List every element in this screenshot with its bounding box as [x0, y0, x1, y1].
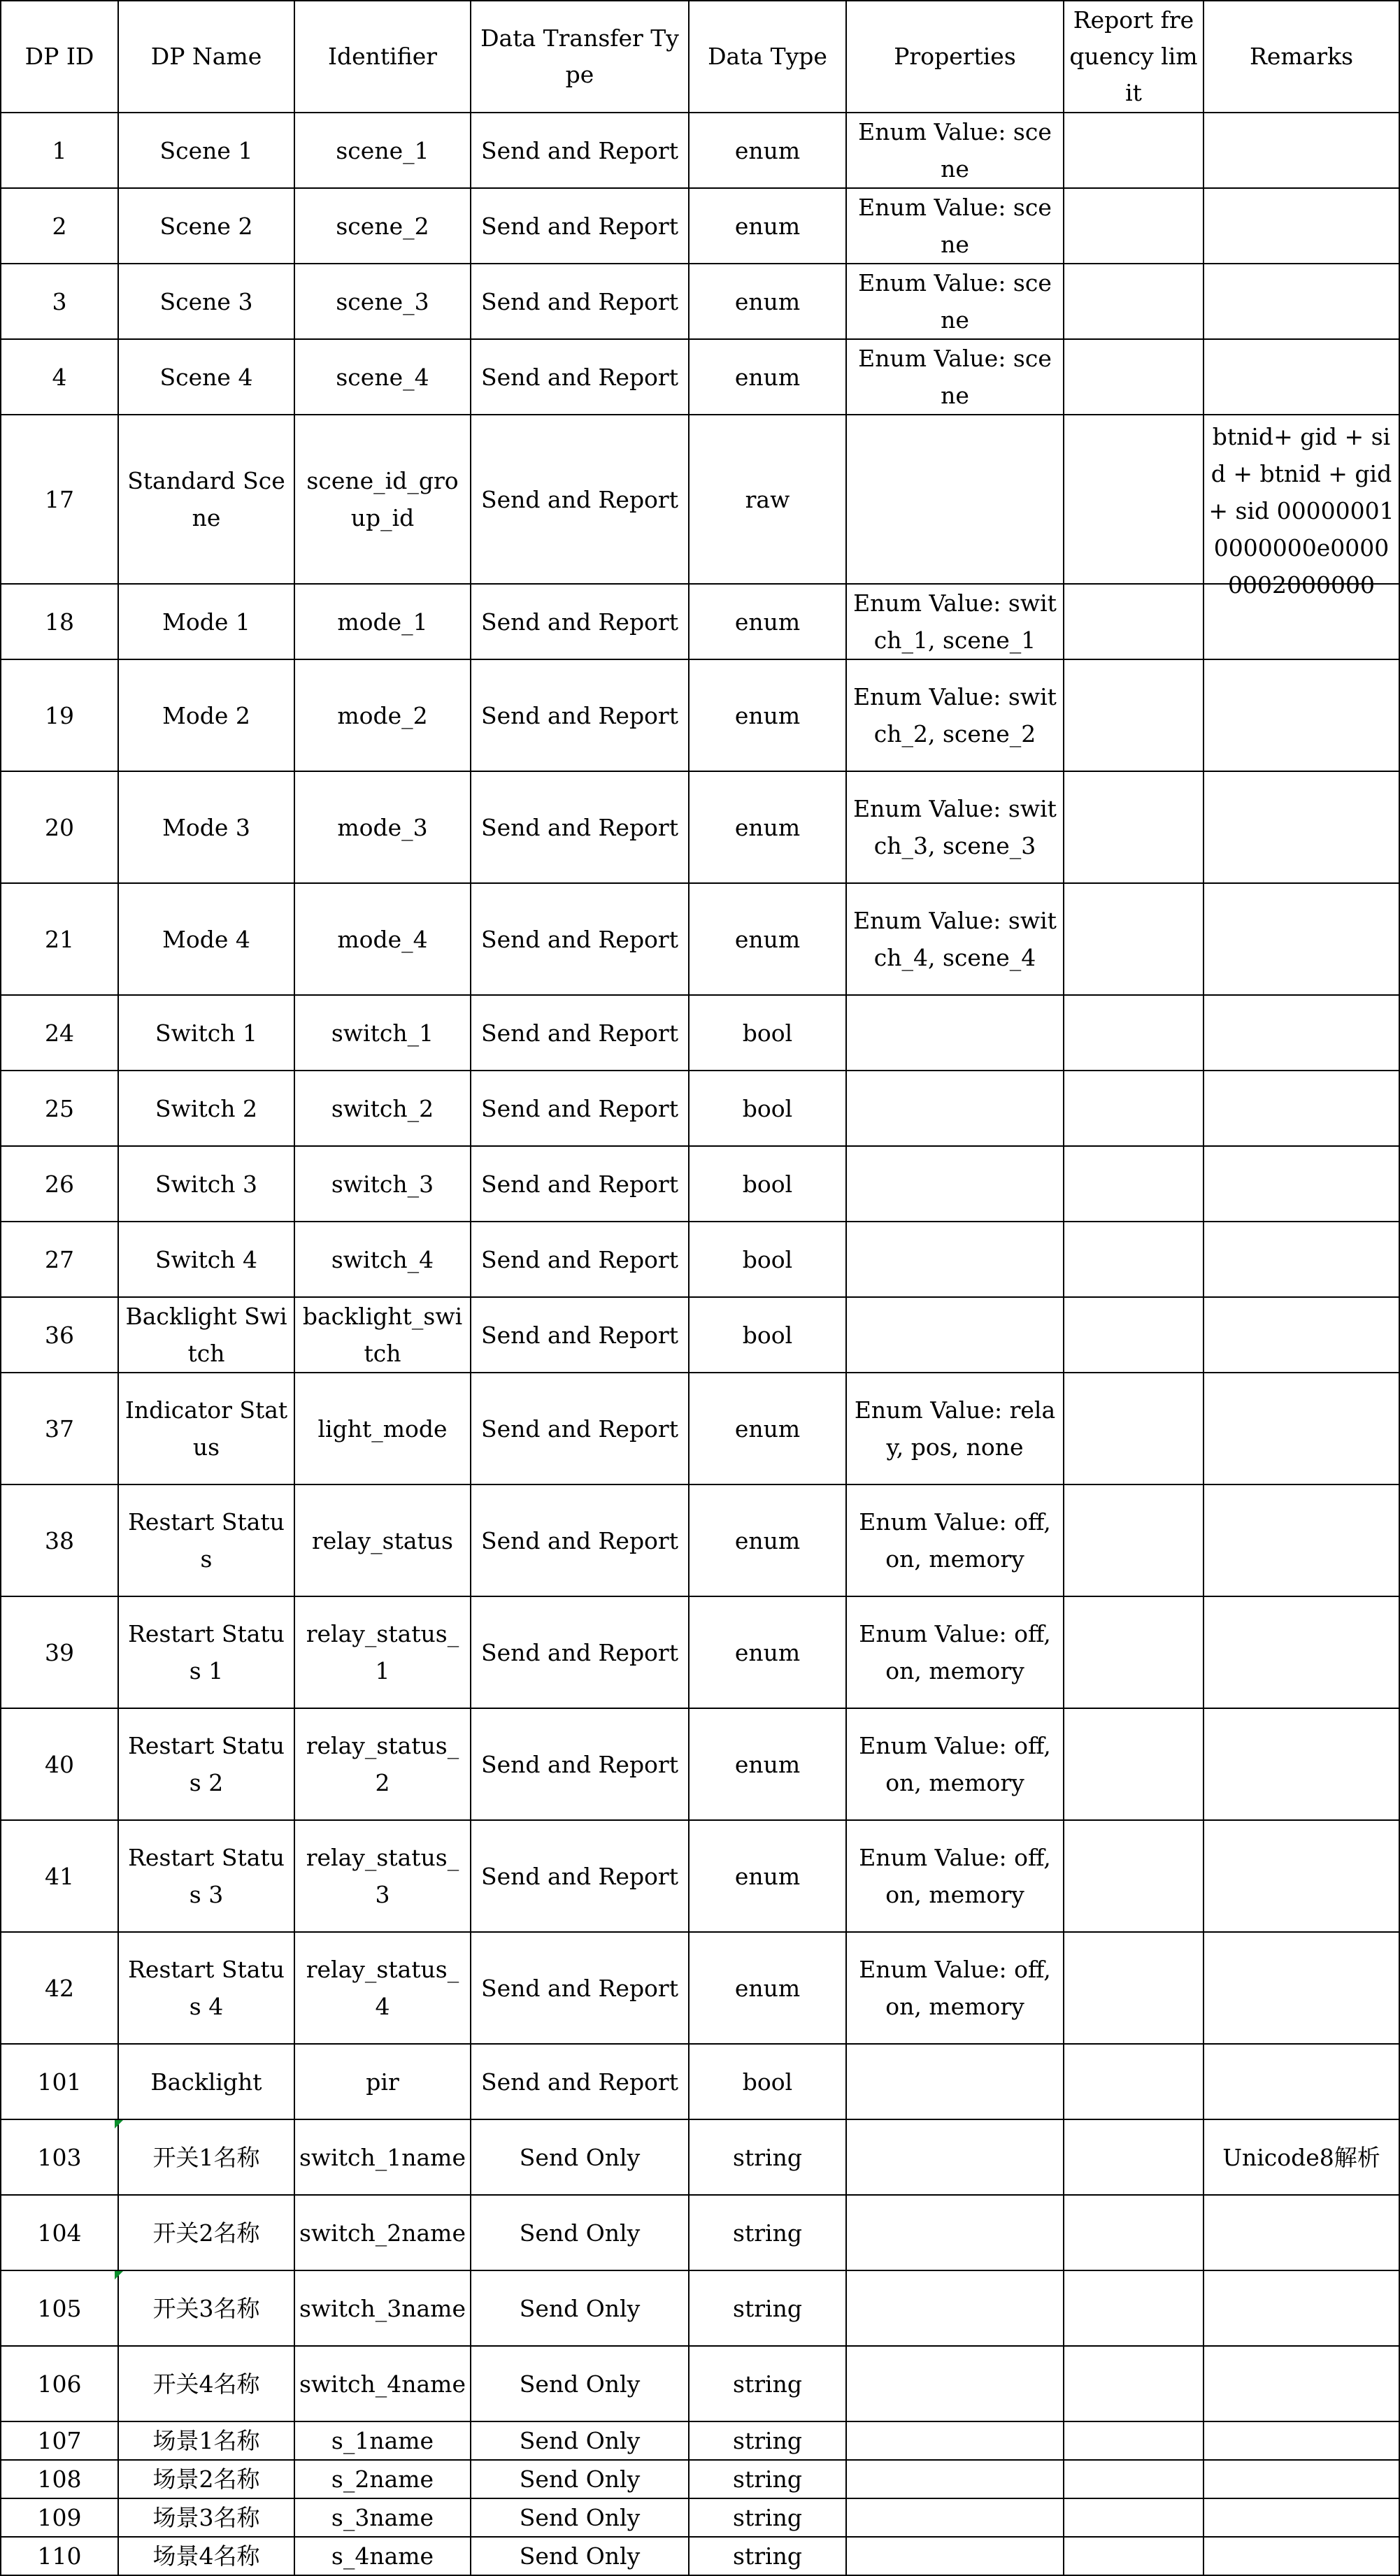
dp-id-cell: 101: [1, 2044, 118, 2119]
data-type-cell: enum: [689, 113, 846, 188]
transfer-type-cell: Send and Report: [471, 995, 689, 1071]
table-row: [1, 1708, 1399, 1820]
data-type-cell: string: [689, 2421, 846, 2460]
table-row: [1, 659, 1399, 771]
dp-id-cell: 106: [1, 2346, 118, 2421]
dp-name-cell: 开关4名称: [118, 2346, 294, 2421]
header-dp-name: DP Name: [118, 1, 294, 113]
identifier-cell: scene_3: [294, 264, 471, 339]
transfer-type-cell: Send and Report: [471, 1146, 689, 1222]
dp-id-cell: 3: [1, 264, 118, 339]
transfer-type-cell: Send and Report: [471, 1071, 689, 1146]
transfer-type-cell: Send Only: [471, 2119, 689, 2195]
properties-cell: [846, 1146, 1064, 1222]
report-frequency-cell: [1064, 2498, 1203, 2537]
data-type-cell: string: [689, 2346, 846, 2421]
report-frequency-cell: [1064, 1071, 1203, 1146]
data-type-cell: enum: [689, 339, 846, 415]
identifier-cell: mode_2: [294, 659, 471, 771]
remarks-cell: [1203, 659, 1399, 771]
data-type-cell: enum: [689, 1596, 846, 1708]
properties-cell: [846, 2119, 1064, 2195]
dp-id-cell: 19: [1, 659, 118, 771]
table-body: [1, 113, 1399, 2575]
table-row: [1, 1222, 1399, 1297]
header-data-type: Data Type: [689, 1, 846, 113]
transfer-type-cell: Send and Report: [471, 659, 689, 771]
remarks-text: btnid+ gid + sid + btnid + gid + sid 000000010000000e00000002000000: [1208, 423, 1394, 599]
transfer-type-cell: Send and Report: [471, 264, 689, 339]
dp-id-cell: 18: [1, 584, 118, 659]
transfer-type-cell: Send and Report: [471, 2044, 689, 2119]
dp-id-cell: 104: [1, 2195, 118, 2270]
remarks-cell: [1203, 883, 1399, 995]
dp-name-cell: 场景1名称: [118, 2421, 294, 2460]
report-frequency-cell: [1064, 1820, 1203, 1932]
table-row: [1, 995, 1399, 1071]
report-frequency-cell: [1064, 2421, 1203, 2460]
report-frequency-cell: [1064, 1297, 1203, 1373]
report-frequency-cell: [1064, 264, 1203, 339]
properties-cell: Enum Value: off, on, memory: [846, 1596, 1064, 1708]
report-frequency-cell: [1064, 1222, 1203, 1297]
dp-name-cell: 开关3名称: [118, 2270, 294, 2346]
data-type-cell: bool: [689, 1071, 846, 1146]
report-frequency-cell: [1064, 415, 1203, 584]
remarks-cell: [1203, 771, 1399, 883]
report-frequency-cell: [1064, 2044, 1203, 2119]
transfer-type-cell: Send and Report: [471, 584, 689, 659]
report-frequency-cell: [1064, 2195, 1203, 2270]
table-row: [1, 2498, 1399, 2537]
data-type-cell: string: [689, 2460, 846, 2498]
table-row: [1, 2119, 1399, 2195]
table-row: [1, 1071, 1399, 1146]
dp-id-cell: 26: [1, 1146, 118, 1222]
identifier-cell: backlight_switch: [294, 1297, 471, 1373]
transfer-type-cell: Send and Report: [471, 1596, 689, 1708]
report-frequency-cell: [1064, 188, 1203, 264]
table-row: [1, 415, 1399, 584]
dp-name-cell: Backlight: [118, 2044, 294, 2119]
report-frequency-cell: [1064, 995, 1203, 1071]
remarks-cell: [1203, 1596, 1399, 1708]
data-type-cell: enum: [689, 188, 846, 264]
dp-name-cell: Mode 4: [118, 883, 294, 995]
data-type-cell: enum: [689, 883, 846, 995]
data-type-cell: enum: [689, 584, 846, 659]
transfer-type-cell: Send and Report: [471, 1222, 689, 1297]
dp-id-cell: 110: [1, 2537, 118, 2575]
properties-cell: [846, 2044, 1064, 2119]
report-frequency-cell: [1064, 1146, 1203, 1222]
properties-cell: Enum Value: scene: [846, 188, 1064, 264]
dp-name-cell: Restart Status 2: [118, 1708, 294, 1820]
dp-id-cell: 27: [1, 1222, 118, 1297]
properties-cell: Enum Value: off, on, memory: [846, 1484, 1064, 1596]
header-report-frequency-limit: Report frequency limit: [1064, 1, 1203, 113]
data-type-cell: raw: [689, 415, 846, 584]
table-row: [1, 188, 1399, 264]
identifier-cell: s_2name: [294, 2460, 471, 2498]
identifier-cell: light_mode: [294, 1373, 471, 1484]
identifier-cell: switch_2: [294, 1071, 471, 1146]
data-type-cell: string: [689, 2498, 846, 2537]
table-row: [1, 1484, 1399, 1596]
report-frequency-cell: [1064, 339, 1203, 415]
table-row: [1, 2195, 1399, 2270]
remarks-cell: [1203, 2421, 1399, 2460]
properties-cell: [846, 2537, 1064, 2575]
transfer-type-cell: Send and Report: [471, 188, 689, 264]
remarks-cell: [1203, 1222, 1399, 1297]
transfer-type-cell: Send and Report: [471, 1932, 689, 2044]
remarks-cell: [1203, 1708, 1399, 1820]
identifier-cell: s_1name: [294, 2421, 471, 2460]
transfer-type-cell: Send and Report: [471, 113, 689, 188]
dp-name-cell: Mode 2: [118, 659, 294, 771]
data-type-cell: enum: [689, 1820, 846, 1932]
data-type-cell: string: [689, 2537, 846, 2575]
identifier-cell: switch_4: [294, 1222, 471, 1297]
dp-name-cell: Scene 4: [118, 339, 294, 415]
report-frequency-cell: [1064, 2270, 1203, 2346]
identifier-cell: relay_status_3: [294, 1820, 471, 1932]
properties-cell: Enum Value: switch_4, scene_4: [846, 883, 1064, 995]
identifier-cell: relay_status: [294, 1484, 471, 1596]
dp-id-cell: 38: [1, 1484, 118, 1596]
transfer-type-cell: Send Only: [471, 2537, 689, 2575]
remarks-cell: [1203, 2460, 1399, 2498]
data-type-cell: enum: [689, 1932, 846, 2044]
table-row: [1, 2270, 1399, 2346]
table-row: [1, 1932, 1399, 2044]
dp-id-cell: 2: [1, 188, 118, 264]
dp-id-cell: 4: [1, 339, 118, 415]
remarks-cell: [1203, 1820, 1399, 1932]
identifier-cell: relay_status_2: [294, 1708, 471, 1820]
identifier-cell: switch_3name: [294, 2270, 471, 2346]
dp-name-cell: Switch 3: [118, 1146, 294, 1222]
transfer-type-cell: Send and Report: [471, 1484, 689, 1596]
remarks-cell: [1203, 2498, 1399, 2537]
header-row: [1, 1, 1399, 113]
report-frequency-cell: [1064, 2460, 1203, 2498]
report-frequency-cell: [1064, 2537, 1203, 2575]
dp-id-cell: 105: [1, 2270, 118, 2346]
header-identifier: Identifier: [294, 1, 471, 113]
dp-id-cell: 42: [1, 1932, 118, 2044]
data-type-cell: bool: [689, 1146, 846, 1222]
dp-name-cell: 场景3名称: [118, 2498, 294, 2537]
data-type-cell: bool: [689, 2044, 846, 2119]
header-data-transfer-type: Data Transfer Type: [471, 1, 689, 113]
properties-cell: [846, 2270, 1064, 2346]
properties-cell: Enum Value: switch_2, scene_2: [846, 659, 1064, 771]
identifier-cell: s_4name: [294, 2537, 471, 2575]
report-frequency-cell: [1064, 2346, 1203, 2421]
table-row: [1, 1820, 1399, 1932]
data-type-cell: bool: [689, 1297, 846, 1373]
properties-cell: Enum Value: off, on, memory: [846, 1708, 1064, 1820]
remarks-cell: [1203, 339, 1399, 415]
dp-name-cell: 场景4名称: [118, 2537, 294, 2575]
identifier-cell: relay_status_1: [294, 1596, 471, 1708]
remarks-cell: [1203, 113, 1399, 188]
transfer-type-cell: Send and Report: [471, 771, 689, 883]
properties-cell: [846, 995, 1064, 1071]
identifier-cell: pir: [294, 2044, 471, 2119]
dp-id-cell: 20: [1, 771, 118, 883]
identifier-cell: mode_4: [294, 883, 471, 995]
transfer-type-cell: Send and Report: [471, 1297, 689, 1373]
data-type-cell: enum: [689, 659, 846, 771]
dp-id-cell: 107: [1, 2421, 118, 2460]
table-row: [1, 883, 1399, 995]
properties-cell: [846, 2195, 1064, 2270]
report-frequency-cell: [1064, 1373, 1203, 1484]
dp-name-cell: Switch 2: [118, 1071, 294, 1146]
properties-cell: [846, 415, 1064, 584]
table-row: [1, 1596, 1399, 1708]
transfer-type-cell: Send Only: [471, 2421, 689, 2460]
data-type-cell: enum: [689, 771, 846, 883]
header-remarks: Remarks: [1203, 1, 1399, 113]
identifier-cell: switch_3: [294, 1146, 471, 1222]
dp-name-cell: Restart Status: [118, 1484, 294, 1596]
transfer-type-cell: Send Only: [471, 2346, 689, 2421]
identifier-cell: switch_2name: [294, 2195, 471, 2270]
table-row: [1, 1297, 1399, 1373]
properties-cell: [846, 1071, 1064, 1146]
properties-cell: Enum Value: scene: [846, 113, 1064, 188]
remarks-cell: [1203, 1297, 1399, 1373]
table-row: [1, 2537, 1399, 2575]
dp-id-cell: 36: [1, 1297, 118, 1373]
table-row: [1, 339, 1399, 415]
identifier-cell: relay_status_4: [294, 1932, 471, 2044]
properties-cell: [846, 1297, 1064, 1373]
dp-id-cell: 109: [1, 2498, 118, 2537]
data-type-cell: enum: [689, 264, 846, 339]
properties-cell: [846, 2421, 1064, 2460]
properties-cell: [846, 2460, 1064, 2498]
transfer-type-cell: Send and Report: [471, 883, 689, 995]
identifier-cell: mode_3: [294, 771, 471, 883]
table-row: [1, 2421, 1399, 2460]
properties-cell: Enum Value: off, on, memory: [846, 1932, 1064, 2044]
dp-id-cell: 21: [1, 883, 118, 995]
properties-cell: [846, 2346, 1064, 2421]
transfer-type-cell: Send and Report: [471, 1820, 689, 1932]
remarks-cell: [1203, 415, 1399, 599]
identifier-cell: scene_4: [294, 339, 471, 415]
properties-cell: Enum Value: scene: [846, 339, 1064, 415]
dp-name-cell: 场景2名称: [118, 2460, 294, 2498]
remarks-cell: [1203, 2270, 1399, 2346]
report-frequency-cell: [1064, 1596, 1203, 1708]
remarks-cell: [1203, 2346, 1399, 2421]
dp-name-cell: Restart Status 3: [118, 1820, 294, 1932]
transfer-type-cell: Send and Report: [471, 339, 689, 415]
identifier-cell: s_3name: [294, 2498, 471, 2537]
dp-name-cell: Backlight Switch: [118, 1297, 294, 1373]
data-type-cell: string: [689, 2195, 846, 2270]
report-frequency-cell: [1064, 883, 1203, 995]
dp-name-cell: Mode 3: [118, 771, 294, 883]
dp-id-cell: 25: [1, 1071, 118, 1146]
properties-cell: Enum Value: off, on, memory: [846, 1820, 1064, 1932]
dp-id-cell: 103: [1, 2119, 118, 2195]
transfer-type-cell: Send Only: [471, 2270, 689, 2346]
transfer-type-cell: Send Only: [471, 2195, 689, 2270]
identifier-cell: switch_1: [294, 995, 471, 1071]
dp-name-cell: Mode 1: [118, 584, 294, 659]
transfer-type-cell: Send and Report: [471, 415, 689, 584]
report-frequency-cell: [1064, 2119, 1203, 2195]
remarks-cell: Unicode8解析: [1203, 2119, 1399, 2195]
remarks-cell: [1203, 1373, 1399, 1484]
report-frequency-cell: [1064, 113, 1203, 188]
report-frequency-cell: [1064, 1484, 1203, 1596]
table-row: [1, 2460, 1399, 2498]
remarks-cell: [1203, 2195, 1399, 2270]
identifier-cell: switch_4name: [294, 2346, 471, 2421]
identifier-cell: scene_1: [294, 113, 471, 188]
data-type-cell: enum: [689, 1373, 846, 1484]
properties-cell: Enum Value: switch_3, scene_3: [846, 771, 1064, 883]
dp-name-cell: Scene 1: [118, 113, 294, 188]
dp-name-cell: Scene 2: [118, 188, 294, 264]
identifier-cell: mode_1: [294, 584, 471, 659]
table-row: [1, 584, 1399, 659]
identifier-cell: switch_1name: [294, 2119, 471, 2195]
dp-id-cell: 40: [1, 1708, 118, 1820]
remarks-cell: [1203, 188, 1399, 264]
table-row: [1, 264, 1399, 339]
report-frequency-cell: [1064, 659, 1203, 771]
table-row: [1, 113, 1399, 188]
remarks-cell: [1203, 1932, 1399, 2044]
properties-cell: Enum Value: relay, pos, none: [846, 1373, 1064, 1484]
identifier-cell: scene_2: [294, 188, 471, 264]
dp-id-cell: 1: [1, 113, 118, 188]
dp-id-cell: 41: [1, 1820, 118, 1932]
data-type-cell: string: [689, 2270, 846, 2346]
table-row: [1, 1373, 1399, 1484]
report-frequency-cell: [1064, 1708, 1203, 1820]
properties-cell: [846, 2498, 1064, 2537]
dp-name-cell: Restart Status 4: [118, 1932, 294, 2044]
identifier-cell: scene_id_group_id: [294, 415, 471, 584]
dp-id-cell: 17: [1, 415, 118, 584]
data-type-cell: bool: [689, 995, 846, 1071]
dp-name-cell: Scene 3: [118, 264, 294, 339]
dp-id-cell: 37: [1, 1373, 118, 1484]
remarks-cell: [1203, 1146, 1399, 1222]
properties-cell: [846, 1222, 1064, 1297]
dp-id-cell: 39: [1, 1596, 118, 1708]
dp-name-cell: Indicator Status: [118, 1373, 294, 1484]
dp-name-cell: Switch 1: [118, 995, 294, 1071]
table-row: [1, 2044, 1399, 2119]
data-type-cell: string: [689, 2119, 846, 2195]
remarks-cell: [1203, 2044, 1399, 2119]
table-row: [1, 1146, 1399, 1222]
table-row: [1, 771, 1399, 883]
data-type-cell: enum: [689, 1708, 846, 1820]
transfer-type-cell: Send and Report: [471, 1373, 689, 1484]
dp-name-cell: Restart Status 1: [118, 1596, 294, 1708]
header-properties: Properties: [846, 1, 1064, 113]
data-type-cell: bool: [689, 1222, 846, 1297]
table-row: [1, 2346, 1399, 2421]
dp-id-cell: 24: [1, 995, 118, 1071]
report-frequency-cell: [1064, 1932, 1203, 2044]
remarks-cell: [1203, 264, 1399, 339]
report-frequency-cell: [1064, 584, 1203, 659]
dp-name-cell: Standard Scene: [118, 415, 294, 584]
remarks-cell: [1203, 2537, 1399, 2575]
data-type-cell: enum: [689, 1484, 846, 1596]
dp-name-cell: 开关2名称: [118, 2195, 294, 2270]
dp-id-cell: 108: [1, 2460, 118, 2498]
remarks-cell: [1203, 1071, 1399, 1146]
transfer-type-cell: Send Only: [471, 2460, 689, 2498]
header-dp-id: DP ID: [1, 1, 118, 113]
remarks-cell: [1203, 995, 1399, 1071]
dp-name-cell: Switch 4: [118, 1222, 294, 1297]
properties-cell: Enum Value: scene: [846, 264, 1064, 339]
dp-name-cell: 开关1名称: [118, 2119, 294, 2195]
transfer-type-cell: Send Only: [471, 2498, 689, 2537]
properties-cell: Enum Value: switch_1, scene_1: [846, 584, 1064, 659]
remarks-cell: [1203, 1484, 1399, 1596]
transfer-type-cell: Send and Report: [471, 1708, 689, 1820]
report-frequency-cell: [1064, 771, 1203, 883]
